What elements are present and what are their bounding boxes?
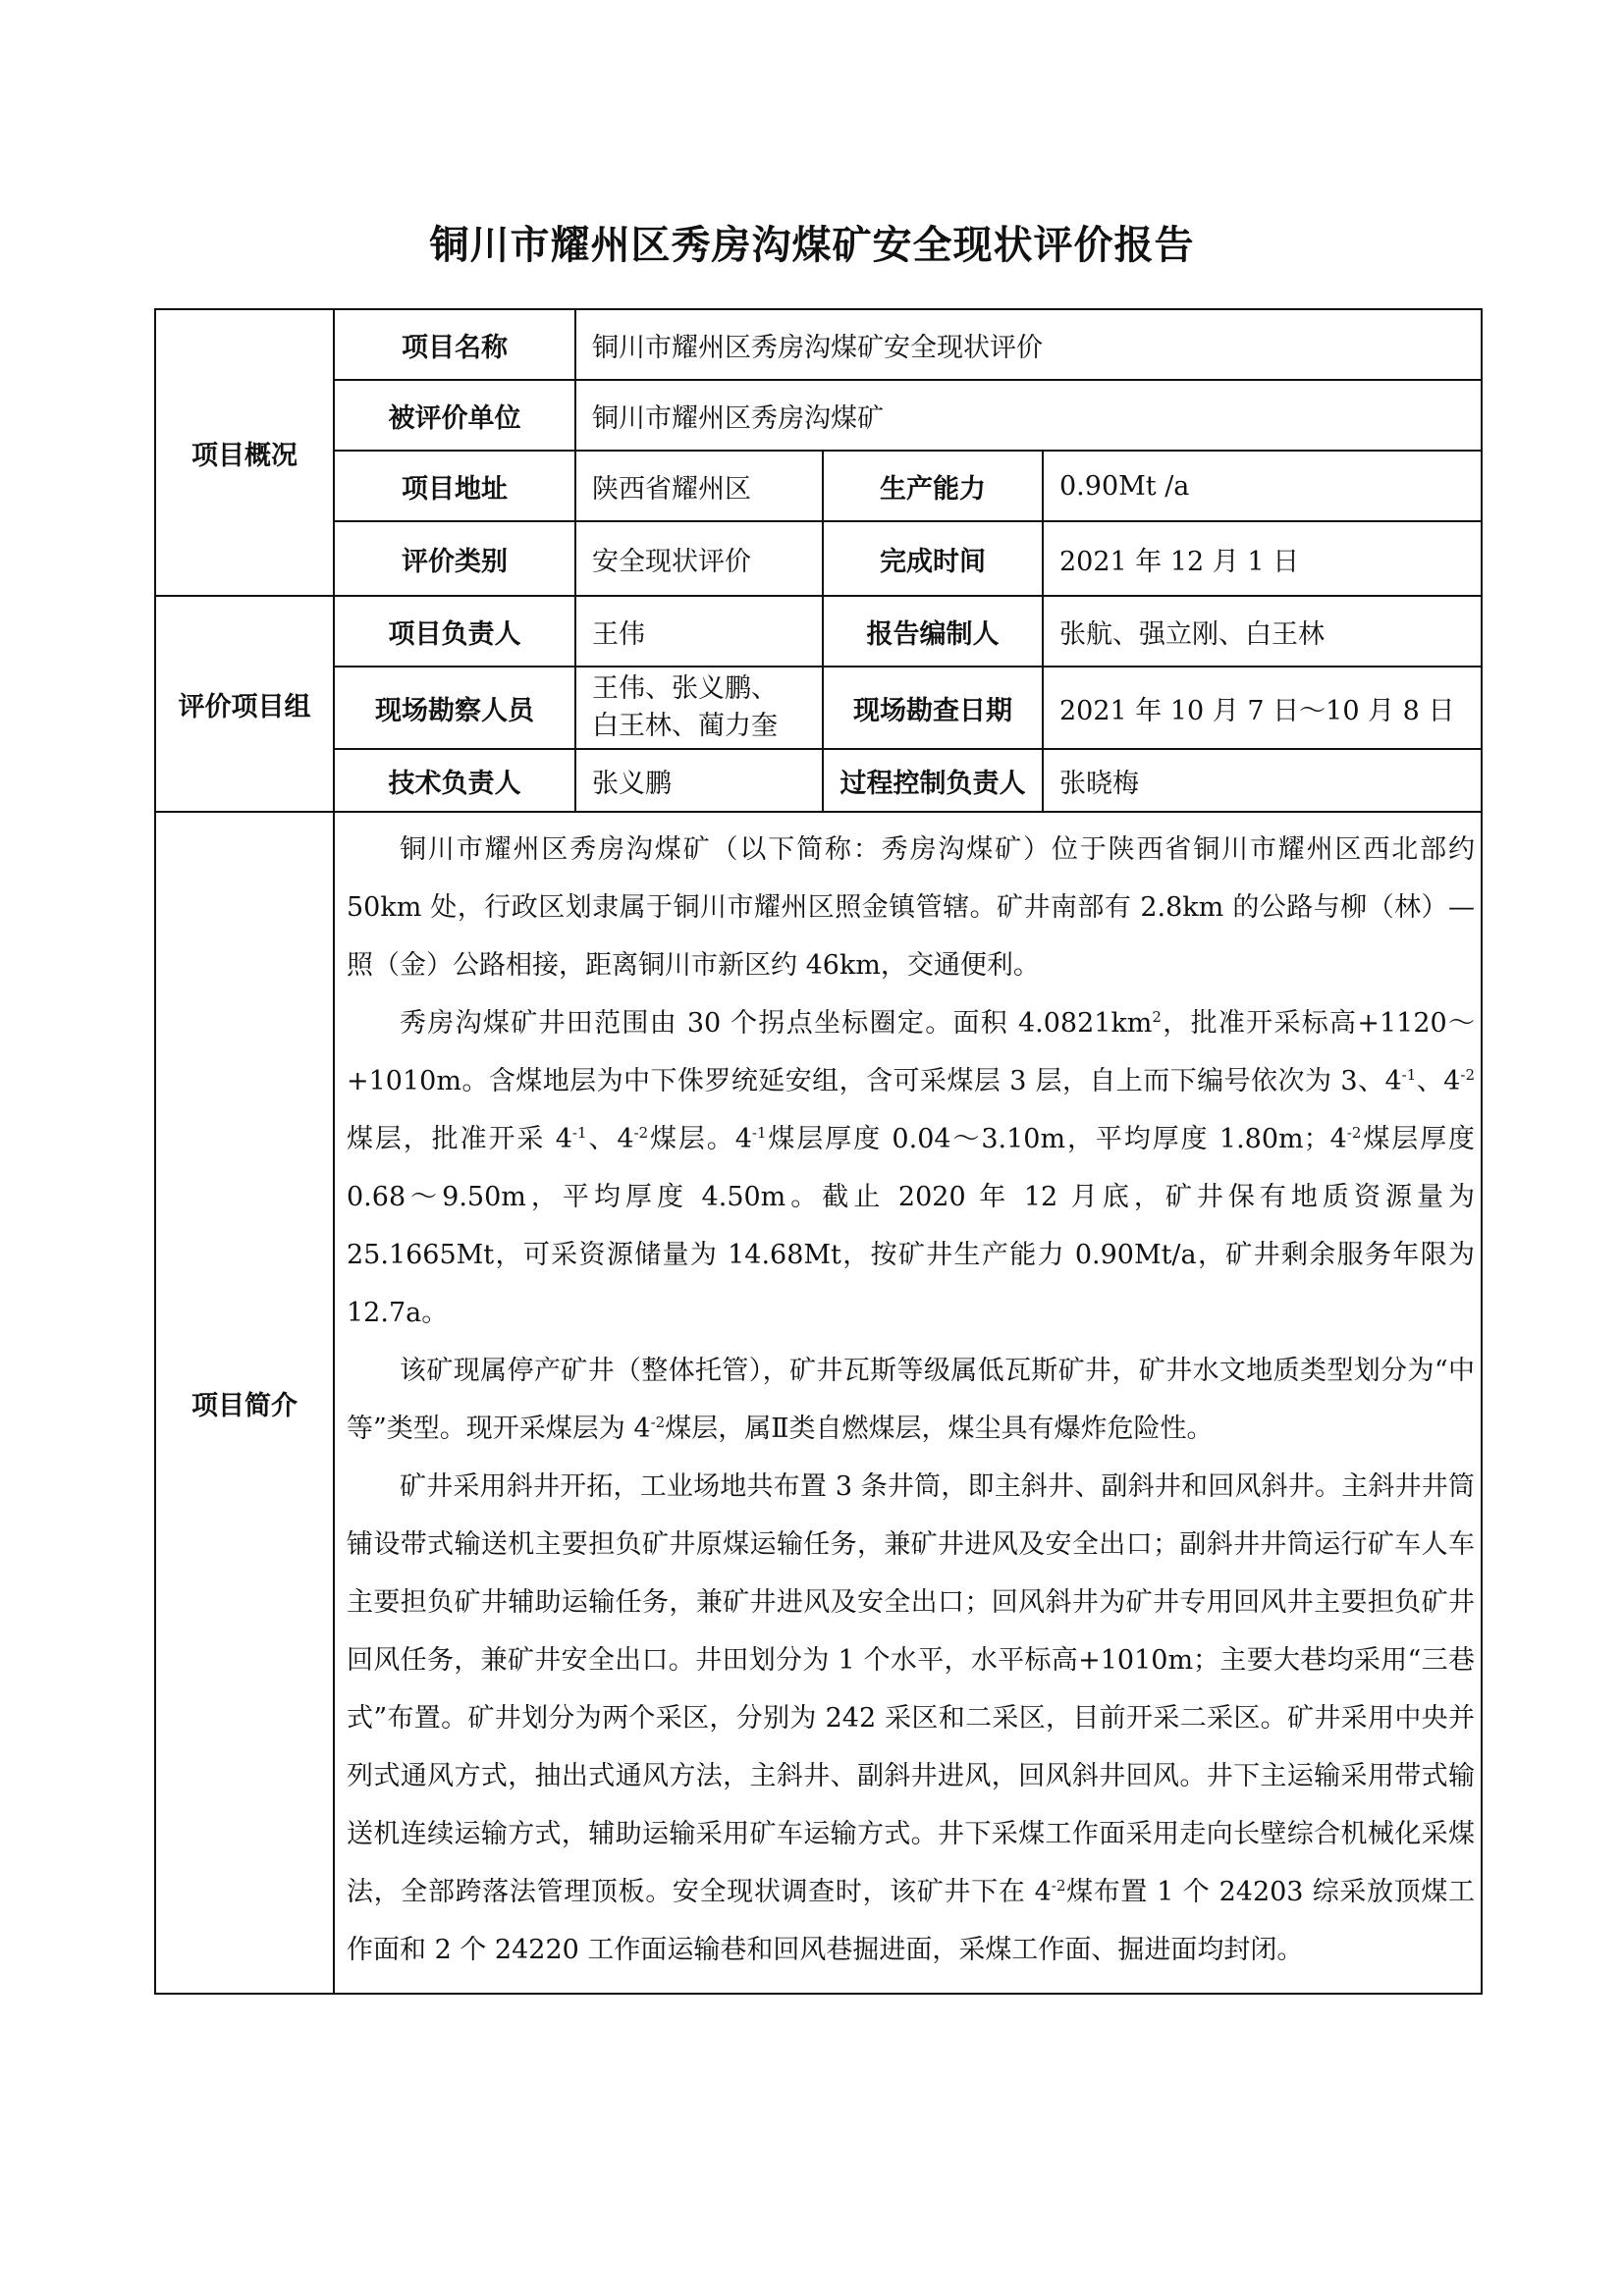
surveyors-label: 现场勘察人员 xyxy=(334,667,575,749)
address-label: 项目地址 xyxy=(334,451,575,521)
intro-content xyxy=(334,812,1482,1994)
compiler-value: 张航、强立刚、白王林 xyxy=(1043,596,1482,667)
category-label: 评价类别 xyxy=(334,521,575,596)
intro-paragraph-1: 铜川市耀州区秀房沟煤矿（以下简称：秀房沟煤矿）位于陕西省铜川市耀州区西北部约 50km 处，行政区划隶属于铜川市耀州区照金镇管辖。矿井南部有 2.8km 的公路与柳（林）—照（金）公路相接，距离铜川市新区约 46km，交通便利。 xyxy=(347,834,1475,981)
row-leader xyxy=(155,596,1482,667)
intro-paragraph-3: 该矿现属停产矿井（整体托管），矿井瓦斯等级属低瓦斯矿井，矿井水文地质类型划分为“中等”类型。现开采煤层为 $4^{-2}$煤层，属Ⅱ类自燃煤层，煤尘具有爆炸危险性。 xyxy=(347,1356,1475,1444)
completion-value: 2021 年 12 月 1 日 xyxy=(1043,521,1482,596)
completion-label: 完成时间 xyxy=(823,521,1043,596)
row-tech-leader xyxy=(155,749,1482,812)
row-category xyxy=(155,521,1482,596)
intro-paragraph-4: 矿井采用斜井开拓，工业场地共布置 3 条井筒，即主斜井、副斜井和回风斜井。主斜井井筒铺设带式输送机主要担负矿井原煤运输任务，兼矿井进风及安全出口；副斜井井筒运行矿车人车主要担负矿井辅助运输任务，兼矿井进风及安全出口；回风斜井为矿井专用回风井主要担负矿井回风任务，兼矿井安全出口。井田划分为 1 个水平，水平标高+1010m；主要大巷均采用“三巷式”布置。矿井划分为两个采区，分别为 242 采区和二采区，目前开采二采区。矿井采用中央并列式通风方式，抽出式通风方法，主斜井、副斜井进风，回风斜井回风。井下主运输采用带式输送机连续运输方式，辅助运输采用矿车运输方式。井下采煤工作面采用走向长壁综合机械化采煤法，全部跨落法管理顶板。安全现状调查时，该矿井下在 $4^{-2}$煤布置 1 个 24203 综采放顶煤工作面和 2 个 24220 工作面运输巷和回风巷掘进面，采煤工作面、掘进面均封闭。 xyxy=(347,1471,1475,1965)
leader-label: 项目负责人 xyxy=(334,596,575,667)
address-value: 陕西省耀州区 xyxy=(575,451,823,521)
survey-date-label: 现场勘查日期 xyxy=(823,667,1043,749)
page-title: 铜川市耀州区秀房沟煤矿安全现状评价报告 xyxy=(429,223,1195,268)
surveyors-line-1: 王伟、张义鹏、 xyxy=(592,673,778,704)
row-intro xyxy=(155,812,1482,1994)
capacity-value: 0.90Mt /a xyxy=(1043,451,1482,521)
intro-paragraph-2: 秀房沟煤矿井田范围由 30 个拐点坐标圈定。面积 $4.0821km^2$，批准开采标高+1120～+1010m。含煤地层为中下侏罗统延安组，含可采煤层 3 层，自上而下编号依次为 3、$4^{-1}$、$4^{-2}$煤层，批准开采 $4^{-1}$、$4^{-2}$煤层。$4^{-1}$煤层厚度 0.04～3.10m，平均厚度 1.80m；$4^{-2}$煤层厚度 0.68～9.50m，平均厚度 4.50m。截止 2020 年 12 月底，矿井保有地质资源量为 25.1665Mt，可采资源储量为 14.68Mt，按矿井生产能力 0.90Mt/a，矿井剩余服务年限为 12.7a。 xyxy=(347,1008,1475,1328)
row-project-name xyxy=(155,309,1482,380)
tech-leader-label: 技术负责人 xyxy=(334,749,575,812)
evaluated-unit-label: 被评价单位 xyxy=(334,380,575,451)
process-control-value: 张晓梅 xyxy=(1043,749,1482,812)
surveyors-line-2: 白王林、蔺力奎 xyxy=(592,711,778,741)
section-team-label: 评价项目组 xyxy=(155,596,334,812)
project-name-label: 项目名称 xyxy=(334,309,575,380)
project-name-value: 铜川市耀州区秀房沟煤矿安全现状评价 xyxy=(575,309,1482,380)
tech-leader-value: 张义鹏 xyxy=(575,749,823,812)
row-surveyors xyxy=(155,667,1482,749)
report-table xyxy=(154,308,1483,1995)
survey-date-value: 2021 年 10 月 7 日～10 月 8 日 xyxy=(1043,667,1482,749)
leader-value: 王伟 xyxy=(575,596,823,667)
evaluated-unit-value: 铜川市耀州区秀房沟煤矿 xyxy=(575,380,1482,451)
surveyors-value xyxy=(575,667,823,749)
row-address xyxy=(155,451,1482,521)
row-evaluated-unit xyxy=(155,380,1482,451)
process-control-label: 过程控制负责人 xyxy=(823,749,1043,812)
section-intro-label: 项目简介 xyxy=(155,812,334,1994)
compiler-label: 报告编制人 xyxy=(823,596,1043,667)
category-value: 安全现状评价 xyxy=(575,521,823,596)
section-overview-label: 项目概况 xyxy=(155,309,334,596)
capacity-label: 生产能力 xyxy=(823,451,1043,521)
